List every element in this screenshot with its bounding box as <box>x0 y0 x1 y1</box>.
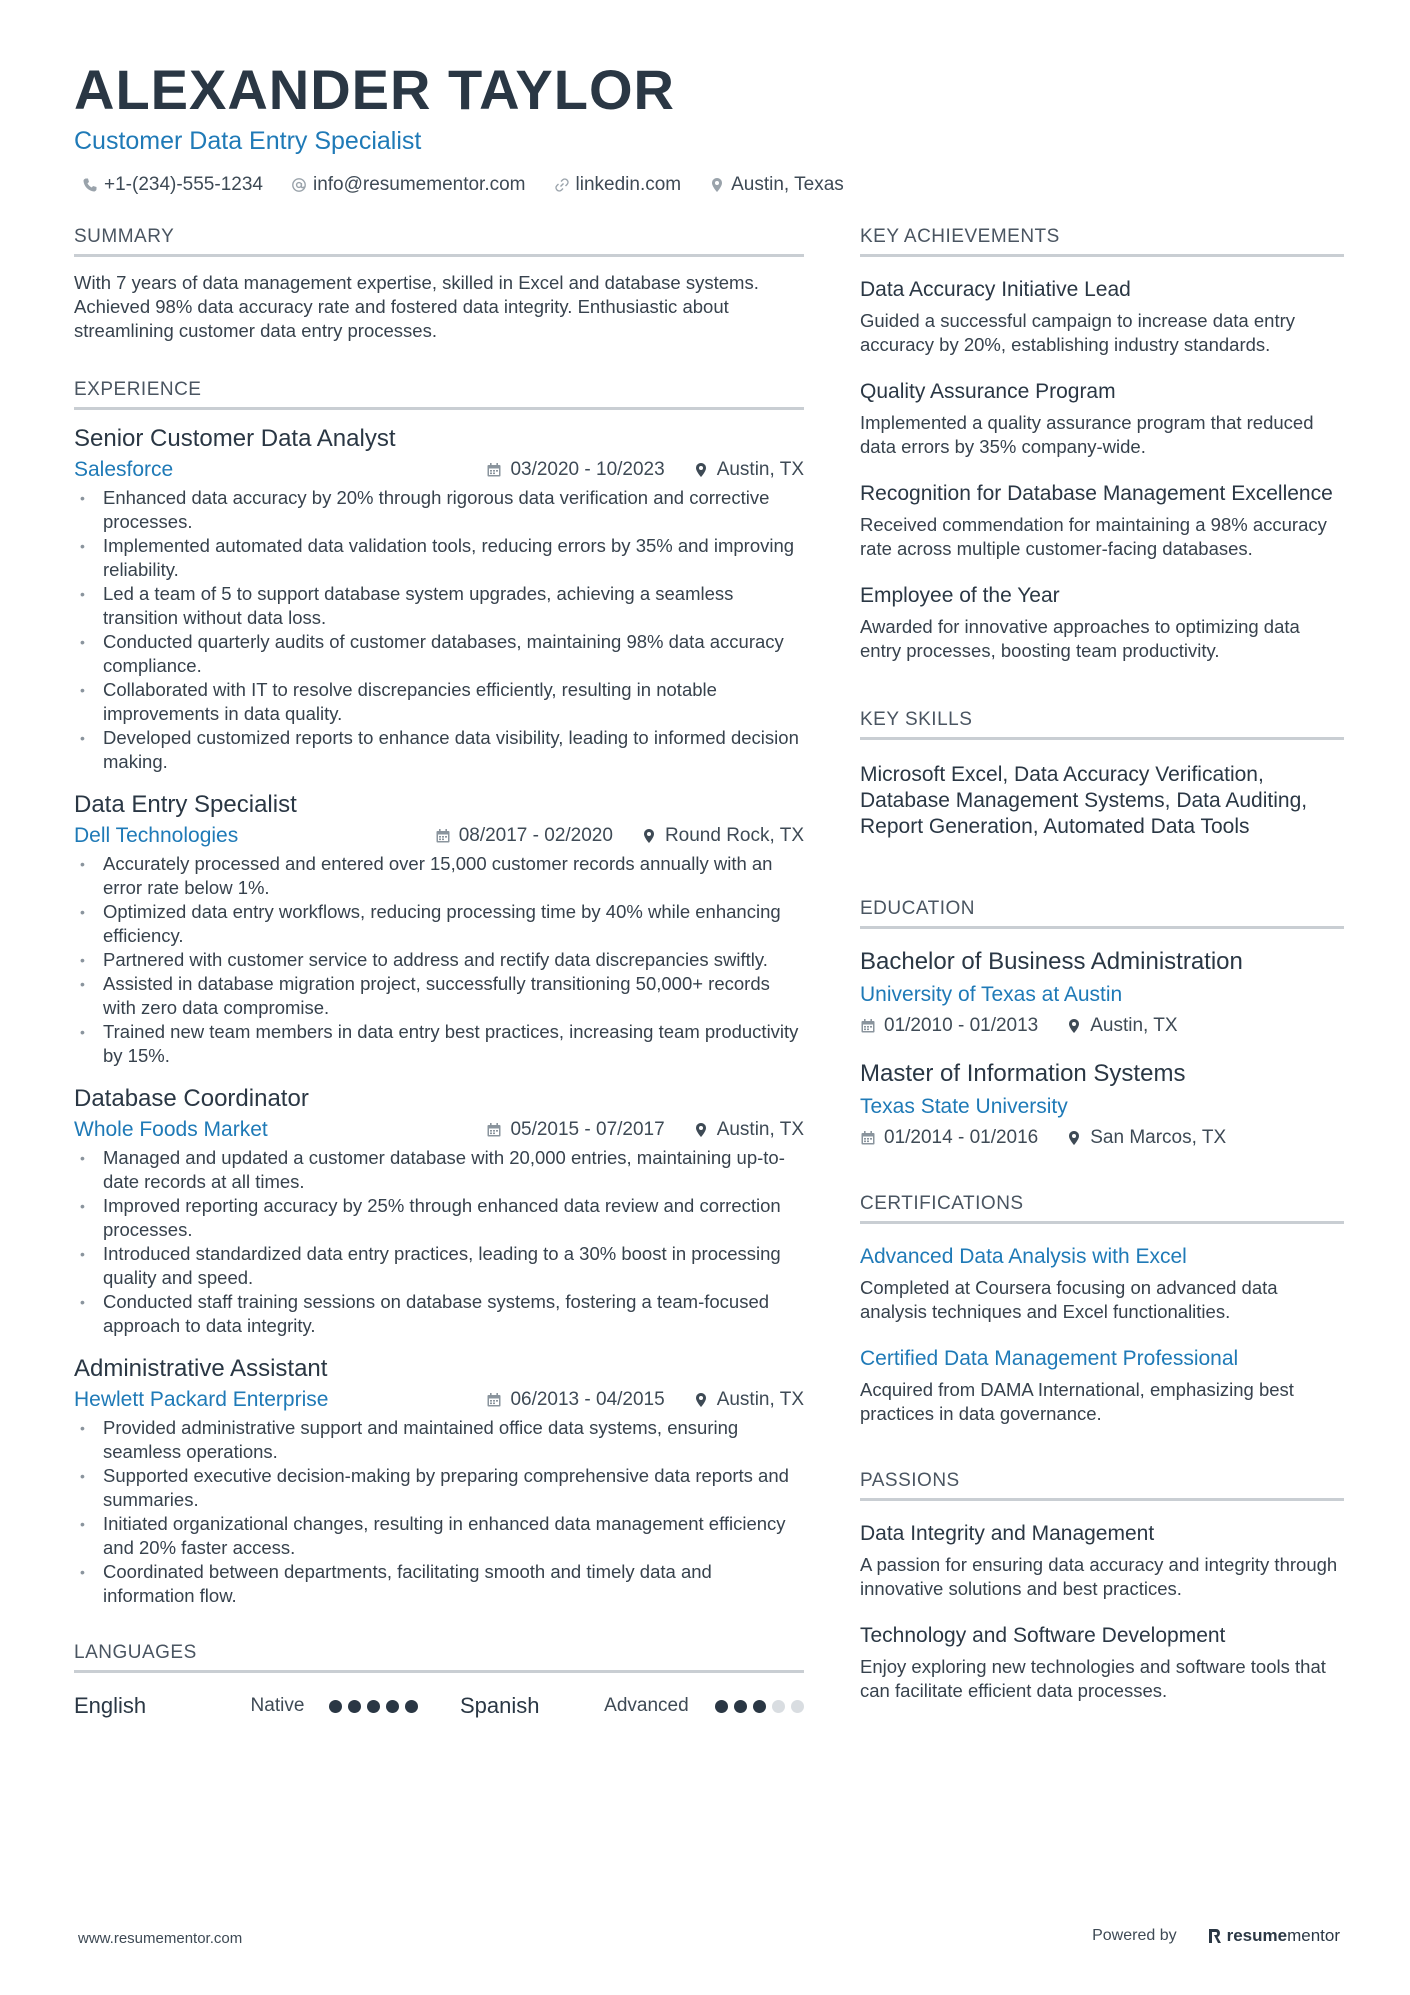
summary-text: With 7 years of data management expertise, skilled in Excel and database systems. Achieved 98% data accuracy rate and fostered data integrity. Enthusiastic about streamlining customer data entry processes. <box>74 272 759 341</box>
passion-desc: A passion for ensuring data accuracy and integrity through innovative solutions and best practices. <box>860 1554 1338 1599</box>
education-location-text: San Marcos, TX <box>1090 1127 1227 1148</box>
bullet-item: • Trained new team members in data entry best practices, increasing team productivity by 15%. <box>74 1020 804 1068</box>
passions-list <box>860 1521 1344 1703</box>
bullet-item: • Coordinated between departments, facilitating smooth and timely data and information flow. <box>74 1560 804 1608</box>
language-level: Advanced <box>604 1695 689 1716</box>
location-pin-icon <box>693 1122 709 1138</box>
language-rating <box>715 1700 804 1713</box>
bullet-item: • Assisted in database migration project, successfully transitioning 50,000+ records with zero data compromise. <box>74 972 804 1020</box>
bullet-item: • Developed customized reports to enhance data visibility, leading to informed decision making. <box>74 726 804 774</box>
bullet-item: • Introduced standardized data entry practices, leading to a 30% boost in processing quality and speed. <box>74 1242 804 1290</box>
education-list <box>860 947 1344 1149</box>
contact-linkedin[interactable] <box>554 174 682 196</box>
at-icon <box>291 177 307 193</box>
certification-item <box>860 1346 1344 1426</box>
phone-icon <box>82 177 98 193</box>
job-bullets <box>74 852 804 1068</box>
job-title: Data Entry Specialist <box>74 791 297 818</box>
job-location-text: Austin, TX <box>716 1389 804 1410</box>
skills-heading: KEY SKILLS <box>860 709 1344 740</box>
certification-desc: Acquired from DAMA International, emphasizing best practices in data governance. <box>860 1379 1294 1424</box>
passion-title: Data Integrity and Management <box>860 1522 1155 1545</box>
certification-title[interactable]: Certified Data Management Professional <box>860 1347 1239 1370</box>
bullet-item: • Implemented automated data validation tools, reducing errors by 35% and improving reliability. <box>74 534 804 582</box>
job-title: Database Coordinator <box>74 1085 309 1112</box>
certification-desc: Completed at Coursera focusing on advanced data analysis techniques and Excel functionalities. <box>860 1277 1278 1322</box>
company-name[interactable]: Dell Technologies <box>74 824 239 847</box>
language-name: Spanish <box>460 1693 540 1718</box>
job-entry <box>74 1084 804 1338</box>
languages-row <box>74 1693 804 1719</box>
languages-heading: LANGUAGES <box>74 1642 804 1673</box>
job-dates <box>486 459 664 481</box>
bullet-item: • Led a team of 5 to support database system upgrades, achieving a seamless transition without data loss. <box>74 582 804 630</box>
job-dates-text: 03/2020 - 10/2023 <box>510 459 665 480</box>
job-meta <box>74 1118 804 1142</box>
education-dates <box>860 1127 1038 1149</box>
degree-title: Master of Information Systems <box>860 1060 1186 1087</box>
job-location <box>693 459 804 481</box>
passion-title: Technology and Software Development <box>860 1624 1226 1647</box>
achievement-item <box>860 583 1344 663</box>
location-text: Austin, Texas <box>731 174 844 195</box>
footer-website[interactable]: www.resumementor.com <box>78 1930 243 1947</box>
bullet-item: • Managed and updated a customer database with 20,000 entries, maintaining up-to-date records at all times. <box>74 1146 804 1194</box>
job-meta <box>74 458 804 482</box>
rating-dot <box>386 1700 399 1713</box>
education-item <box>860 1059 1344 1149</box>
link-icon <box>554 177 570 193</box>
achievements-heading: KEY ACHIEVEMENTS <box>860 226 1344 257</box>
location-pin-icon <box>1066 1018 1082 1034</box>
achievement-item <box>860 277 1344 357</box>
education-dates <box>860 1015 1038 1037</box>
brand-light: mentor <box>1287 1926 1340 1945</box>
passion-item <box>860 1623 1344 1703</box>
company-name[interactable]: Salesforce <box>74 458 174 481</box>
bullet-item: • Provided administrative support and maintained office data systems, ensuring seamless operations. <box>74 1416 804 1464</box>
job-dates <box>435 825 613 847</box>
rating-dot <box>329 1700 342 1713</box>
bullet-item: • Enhanced data accuracy by 20% through rigorous data verification and corrective processes. <box>74 486 804 534</box>
school-name[interactable]: Texas State University <box>860 1095 1068 1118</box>
calendar-icon <box>486 462 502 478</box>
rating-dot <box>791 1700 804 1713</box>
education-meta <box>860 1127 1344 1149</box>
skills-text: Microsoft Excel, Data Accuracy Verification, Database Management Systems, Data Auditing, Report Generation, Automated Data Tools <box>860 763 1308 838</box>
passion-item <box>860 1521 1344 1601</box>
powered-by-label: Powered by <box>1092 1927 1177 1944</box>
contact-location <box>709 174 844 196</box>
achievement-item <box>860 481 1344 561</box>
education-item <box>860 947 1344 1037</box>
resume-page <box>74 58 1344 1718</box>
achievement-desc: Guided a successful campaign to increase data entry accuracy by 20%, establishing industry standards. <box>860 310 1295 355</box>
job-title: Administrative Assistant <box>74 1355 328 1382</box>
bullet-item: • Accurately processed and entered over 15,000 customer records annually with an error rate below 1%. <box>74 852 804 900</box>
job-meta-right <box>486 1119 804 1141</box>
certification-title[interactable]: Advanced Data Analysis with Excel <box>860 1245 1187 1268</box>
education-heading: EDUCATION <box>860 898 1344 929</box>
brand-bold: resume <box>1226 1926 1288 1945</box>
footer-branding <box>1092 1926 1340 1946</box>
bullet-item: • Initiated organizational changes, resulting in enhanced data management efficiency and 20% faster access. <box>74 1512 804 1560</box>
bullet-item: • Partnered with customer service to address and rectify data discrepancies swiftly. <box>74 948 804 972</box>
rating-dot <box>348 1700 361 1713</box>
calendar-icon <box>435 828 451 844</box>
achievement-desc: Implemented a quality assurance program that reduced data errors by 35% company-wide. <box>860 412 1314 457</box>
location-pin-icon <box>1066 1130 1082 1146</box>
job-dates-text: 05/2015 - 07/2017 <box>510 1119 665 1140</box>
job-dates-text: 06/2013 - 04/2015 <box>510 1389 665 1410</box>
language-rating <box>329 1700 418 1713</box>
experience-heading: EXPERIENCE <box>74 379 804 410</box>
bullet-item: • Improved reporting accuracy by 25% through enhanced data review and correction processes. <box>74 1194 804 1242</box>
left-column <box>74 226 804 1719</box>
education-dates-text: 01/2010 - 01/2013 <box>884 1015 1039 1036</box>
brand-logo[interactable] <box>1207 1926 1340 1946</box>
job-bullets <box>74 1416 804 1608</box>
bullet-item: • Conducted staff training sessions on database systems, fostering a team-focused approach to data integrity. <box>74 1290 804 1338</box>
location-pin-icon <box>641 828 657 844</box>
rating-dot <box>734 1700 747 1713</box>
email-text: info@resumementor.com <box>312 174 526 195</box>
rating-dot <box>772 1700 785 1713</box>
job-location <box>693 1389 804 1411</box>
job-dates <box>486 1119 664 1141</box>
candidate-role: Customer Data Entry Specialist <box>74 127 422 155</box>
contact-phone[interactable] <box>82 174 263 196</box>
achievement-title: Data Accuracy Initiative Lead <box>860 278 1131 301</box>
job-entry <box>74 1354 804 1608</box>
location-pin-icon <box>709 177 725 193</box>
job-title: Senior Customer Data Analyst <box>74 425 396 452</box>
bullet-item: • Optimized data entry workflows, reducing processing time by 40% while enhancing efficiency. <box>74 900 804 948</box>
education-location <box>1066 1127 1226 1149</box>
rating-dot <box>753 1700 766 1713</box>
achievement-desc: Awarded for innovative approaches to optimizing data entry processes, boosting team productivity. <box>860 616 1300 661</box>
brand-mark-icon <box>1207 1927 1221 1945</box>
job-dates <box>486 1389 664 1411</box>
job-bullets <box>74 486 804 774</box>
job-location <box>693 1119 804 1141</box>
school-name[interactable]: University of Texas at Austin <box>860 983 1123 1006</box>
job-meta <box>74 824 804 848</box>
linkedin-text: linkedin.com <box>575 174 682 195</box>
calendar-icon <box>860 1130 876 1146</box>
education-location-text: Austin, TX <box>1090 1015 1178 1036</box>
job-meta-right <box>486 1389 804 1411</box>
achievement-title: Recognition for Database Management Excellence <box>860 482 1333 505</box>
summary-heading: SUMMARY <box>74 226 804 257</box>
rating-dot <box>405 1700 418 1713</box>
achievement-desc: Received commendation for maintaining a 98% accuracy rate across multiple customer-facing databases. <box>860 514 1327 559</box>
calendar-icon <box>486 1122 502 1138</box>
job-meta <box>74 1388 804 1412</box>
bullet-item: • Supported executive decision-making by preparing comprehensive data reports and summaries. <box>74 1464 804 1512</box>
passion-desc: Enjoy exploring new technologies and software tools that can facilitate efficient data processes. <box>860 1656 1326 1701</box>
job-location-text: Round Rock, TX <box>664 825 804 846</box>
certifications-heading: CERTIFICATIONS <box>860 1193 1344 1224</box>
contact-bar <box>74 174 1344 196</box>
company-name[interactable]: Whole Foods Market <box>74 1118 268 1141</box>
achievement-title: Quality Assurance Program <box>860 380 1116 403</box>
job-dates-text: 08/2017 - 02/2020 <box>458 825 613 846</box>
rating-dot <box>715 1700 728 1713</box>
calendar-icon <box>860 1018 876 1034</box>
achievement-title: Employee of the Year <box>860 584 1060 607</box>
achievements-list <box>860 277 1344 663</box>
job-meta-right <box>486 459 804 481</box>
job-meta-right <box>435 825 804 847</box>
passions-heading: PASSIONS <box>860 1470 1344 1501</box>
experience-list <box>74 424 804 1608</box>
company-name[interactable]: Hewlett Packard Enterprise <box>74 1388 329 1411</box>
location-pin-icon <box>693 462 709 478</box>
job-location-text: Austin, TX <box>716 459 804 480</box>
language-level: Native <box>250 1695 305 1716</box>
degree-title: Bachelor of Business Administration <box>860 948 1243 975</box>
job-bullets <box>74 1146 804 1338</box>
education-location <box>1066 1015 1177 1037</box>
candidate-name: ALEXANDER TAYLOR <box>74 58 675 121</box>
certification-item <box>860 1244 1344 1324</box>
right-column <box>860 226 1344 1725</box>
calendar-icon <box>486 1392 502 1408</box>
phone-text: +1-(234)-555-1234 <box>104 174 263 195</box>
certifications-list <box>860 1244 1344 1426</box>
bullet-item: • Conducted quarterly audits of customer databases, maintaining 98% data accuracy compliance. <box>74 630 804 678</box>
contact-email[interactable] <box>291 174 526 196</box>
job-location <box>641 825 804 847</box>
education-meta <box>860 1015 1344 1037</box>
education-dates-text: 01/2014 - 01/2016 <box>884 1127 1039 1148</box>
achievement-item <box>860 379 1344 459</box>
location-pin-icon <box>693 1392 709 1408</box>
rating-dot <box>367 1700 380 1713</box>
job-location-text: Austin, TX <box>716 1119 804 1140</box>
bullet-item: • Collaborated with IT to resolve discrepancies efficiently, resulting in notable improvements in data quality. <box>74 678 804 726</box>
job-entry <box>74 790 804 1068</box>
language-name: English <box>74 1693 147 1718</box>
job-entry <box>74 424 804 774</box>
